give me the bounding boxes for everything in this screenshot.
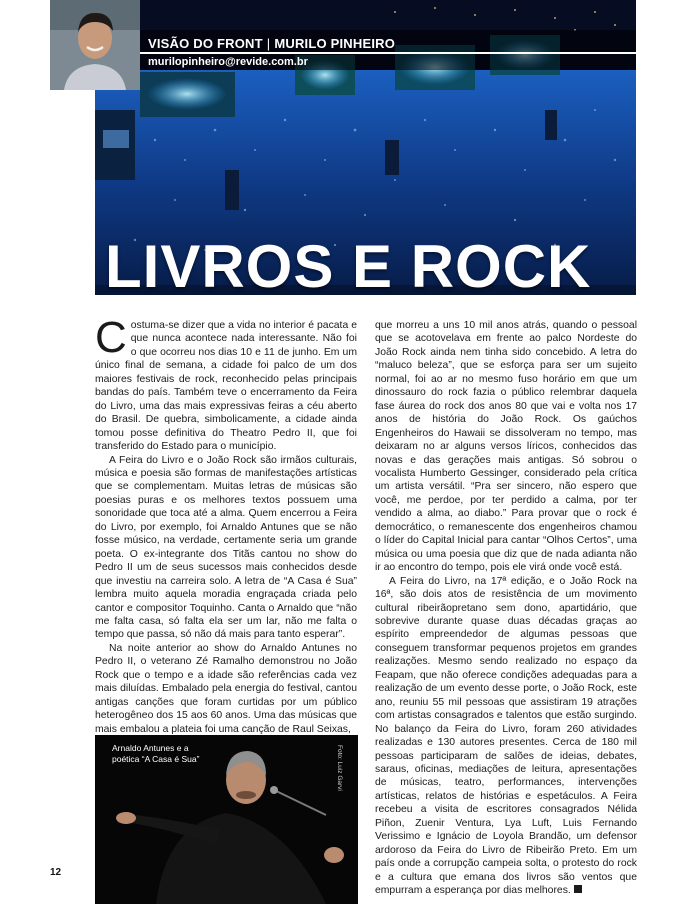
article-paragraph: que morreu a uns 10 mil anos atrás, quando o pessoal que se acotovelava em frente ao palco Nordeste do João Rock ainda nem tinha sido concebido. A letra do “maluco beleza”, que se esforça para ser um sujeito normal, foi ao ar no mesmo fuso horário em que um dinossauro do rock fazia o público relembrar daquela fase áurea do rock dos anos 80 que vai e volta nos 17 anos de história do João Rock. Os gaúchos Engenheiros do Hawaii se dissolveram no tempo, mas deixaram no ar alguns versos líricos, conhecidos das novas e das gerações mais antigas. Só sobrou o vocalista Humberto Gessinger, considerado pela crítica um artista versátil. “Pra ser sincero, não espero que você, me perdoe, por ter perdido a calma, por ter vendido a alma, ao diabo.” Para provar que o rock é democrático, o remanescente dos engenheiros chamou o líder do Capital Inicial para cantar “Olhos Certos”, uma música ou uma poesia que diz que de nada adianta não ir ao encontro do tempo, pois ele virá onde você está. bbox=[375, 320, 637, 574]
page-number: 12 bbox=[50, 867, 62, 878]
author-email: murilopinheiro@revide.com.br bbox=[148, 56, 308, 68]
article-column-right bbox=[375, 319, 637, 897]
header-divider bbox=[140, 52, 636, 54]
end-of-article-icon bbox=[574, 885, 582, 893]
author-name: MURILO PINHEIRO bbox=[274, 36, 396, 51]
article-title: LIVROS E ROCK bbox=[105, 233, 592, 300]
article-paragraph: Na noite anterior ao show do Arnaldo Antunes no Pedro II, o veterano Zé Ramalho demonstrou no João Rock que o tempo e a idade são referências cada vez mais diluídas. Embalado pela energia do festival, cantou antigas canções que foram curtidas por um público heterogêneo dos 15 aos 60 anos. Uma das músicas que mais embalou a plateia foi uma canção de Raul Seixas, bbox=[95, 642, 357, 735]
article-paragraph: A Feira do Livro e o João Rock são irmãos culturais, música e poesia são formas de manifestações artísticas que se complementam. Muitas letras de músicas são poesias puras e os melhores textos possuem uma sonoridade que toca até a alma. Quem encerrou a Feira do Livro, por exemplo, foi Arnaldo Antunes que se não fosse músico, na verdade, certamente seria um grande poeta. O ex-integrante dos Titãs cantou no show do Pedro II um de seus sucessos mais conhecidos desde que investiu na carreira solo. A letra de “A Casa é Sua” lembra muito aquela moradia engraçada criada pelo cantor e compositor Toquinho. Canta o Arnaldo que “não me falta casa, só falta ela ser um lar, não me falta o tempo que passa, só não dá mais para tanto esperar”. bbox=[95, 454, 357, 641]
photo-caption: Arnaldo Antunes e a poética “A Casa é Sua” bbox=[112, 743, 200, 764]
author-portrait-image bbox=[50, 0, 140, 90]
column-header bbox=[148, 36, 395, 51]
paragraph-text: ostuma-se dizer que a vida no interior é pacata e que nunca acontece nada interessante. Não foi o que ocorreu nos dias 10 e 11 de junho. Em um único final de semana, a cidade foi palco de um dos maiores festivais de rock, reconhecido pelas principais bandas do país. Também teve o encerramento da Feira do Livro, uma das mais expressivas feiras a céu aberto do Brasil. De quebra, simbolicamente, a cidade ainda tomou posse definitiva do Theatro Pedro II, que foi transferido do Estado para o município. bbox=[95, 320, 357, 453]
article-paragraph bbox=[95, 313, 357, 454]
article-paragraph bbox=[375, 575, 637, 898]
photo-credit: Foto: Luiz Garvi bbox=[336, 745, 343, 791]
article-column-left bbox=[95, 313, 357, 736]
author-photo bbox=[50, 0, 140, 90]
drop-cap: C bbox=[95, 313, 127, 362]
paragraph-text: A Feira do Livro, na 17ª edição, e o João Rock na 16ª, são dois atos de resistência de um movimento cultural ribeirãopretano sem dono, apartidário, que sobrevive durante quase duas décadas graças ao espírito empreendedor de algumas pessoas que conseguem transformar pequenos projetos em grandes realizações. Mesmo sendo realizado no espaço da Feapam, que não oferece condições adequadas para a realização de um evento desse porte, o João Rock, este ano, reuniu 55 mil pessoas que assistiram 19 atrações com artistas consagrados e talentos que estão surgindo. No balanço da Feira do Livro, foram 260 atividades realizadas e 130 autores presentes. Cerca de 180 mil pessoas participaram de salões de ideias, debates, saraus, oficinas, mediações de leitura, apresentações de músicas, teatro, performances, intervenções artísticas, relatos de histórias e espetáculos. A Feira recebeu a visita de escritores consagrados Nélida Piñon, Zuenir Ventura, Lya Luft, Luis Fernando Verissimo e Ignácio de Loyola Brandão, um defensor ardoroso da Feira do Livro de Ribeirão Preto. Em um país onde a corrupção campeia solta, o protesto do rock e a cultura que emana dos livros são ventos que empurram a esperança por dias melhores. bbox=[375, 575, 637, 897]
header-separator: | bbox=[266, 36, 271, 51]
column-name: VISÃO DO FRONT bbox=[148, 36, 263, 51]
